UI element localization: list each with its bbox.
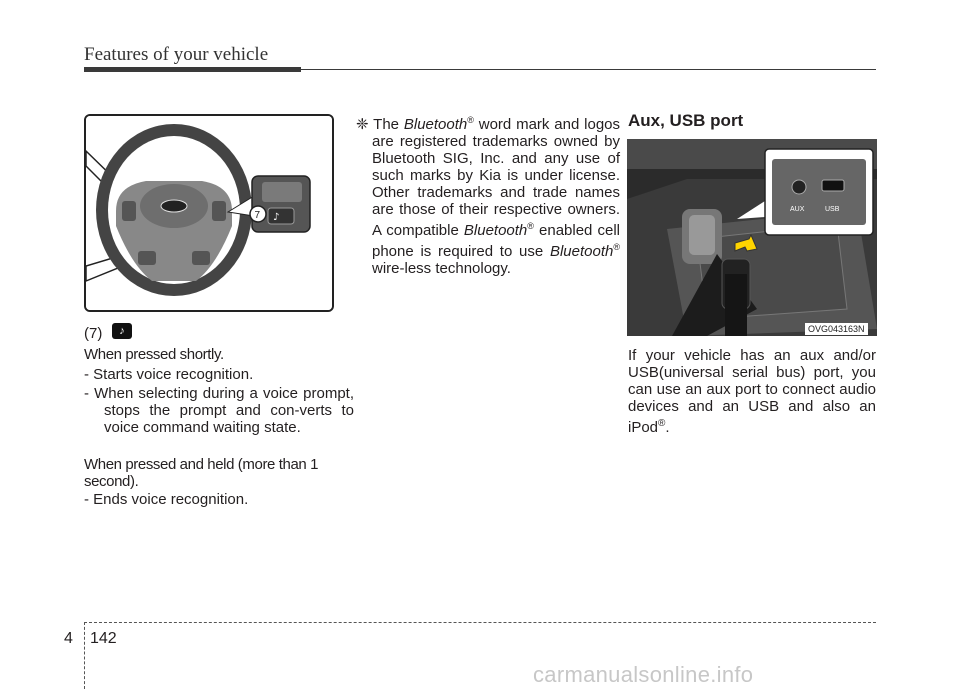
item-number: (7): [84, 325, 103, 342]
voice-glyph: ♪: [273, 212, 280, 223]
photo-code: OVG043163N: [805, 323, 868, 335]
note-text-3: enabled cell phone is required to use: [372, 222, 620, 260]
header-rule-thick: [84, 67, 301, 72]
footer-rule: [84, 622, 876, 623]
figure-callout-7: 7: [254, 210, 261, 221]
press-held-heading: When pressed and held (more than 1 second).: [84, 456, 319, 490]
note-text-2: word mark and logos are registered trademarks owned by Bluetooth SIG, Inc. and any use of such marks by Kia is under license. Other trademarks and trade names are those of their respective owners. A compatible: [372, 116, 621, 239]
aux-usb-photo: [627, 139, 877, 336]
page-number: 142: [90, 630, 117, 647]
footer-vertical-rule: [84, 622, 85, 689]
bullet-end-voice: - Ends voice recognition.: [84, 491, 249, 508]
bluetooth-word-1: Bluetooth: [403, 116, 468, 133]
steering-wheel-figure: [84, 114, 334, 312]
page-header-title: Features of your vehicle: [84, 44, 269, 65]
note-text-1: The: [373, 116, 404, 133]
note-text-4: wire-less technology.: [372, 260, 511, 277]
section-heading: Aux, USB port: [628, 111, 744, 130]
reg-mark-3: ®: [613, 242, 620, 252]
watermark-text: carmanualsonline.info: [533, 662, 754, 687]
aux-usb-description: [628, 347, 876, 436]
aux-usb-console-illustration: [627, 139, 877, 336]
voice-recognition-button-icon: ♪: [112, 323, 132, 339]
bluetooth-trademark-note: [356, 112, 620, 277]
chapter-number: 4: [64, 630, 73, 647]
reg-mark-2: ®: [527, 221, 534, 231]
aux-port-label: AUX: [790, 206, 805, 213]
note-mark: ❈: [356, 116, 374, 133]
aux-usb-text: If your vehicle has an aux and/or USB(universal serial bus) port, you can use an aux port to connect audio devices and an USB and also an iPod: [628, 347, 876, 436]
reg-mark-ipod: ®: [658, 418, 666, 429]
bullet-stop-prompt: - When selecting during a voice prompt, stops the prompt and con-verts to voice command waiting state.: [84, 385, 354, 436]
header-rule-thin: [301, 69, 876, 70]
reg-mark-1: ®: [467, 115, 474, 125]
steering-wheel-illustration: [86, 116, 332, 310]
bullet-start-voice: - Starts voice recognition.: [84, 366, 254, 383]
bluetooth-word-2: Bluetooth: [463, 222, 528, 239]
bluetooth-word-3: Bluetooth: [549, 243, 614, 260]
usb-port-label: USB: [825, 206, 840, 213]
aux-usb-text-end: .: [665, 419, 670, 436]
press-short-heading: When pressed shortly.: [84, 346, 224, 363]
